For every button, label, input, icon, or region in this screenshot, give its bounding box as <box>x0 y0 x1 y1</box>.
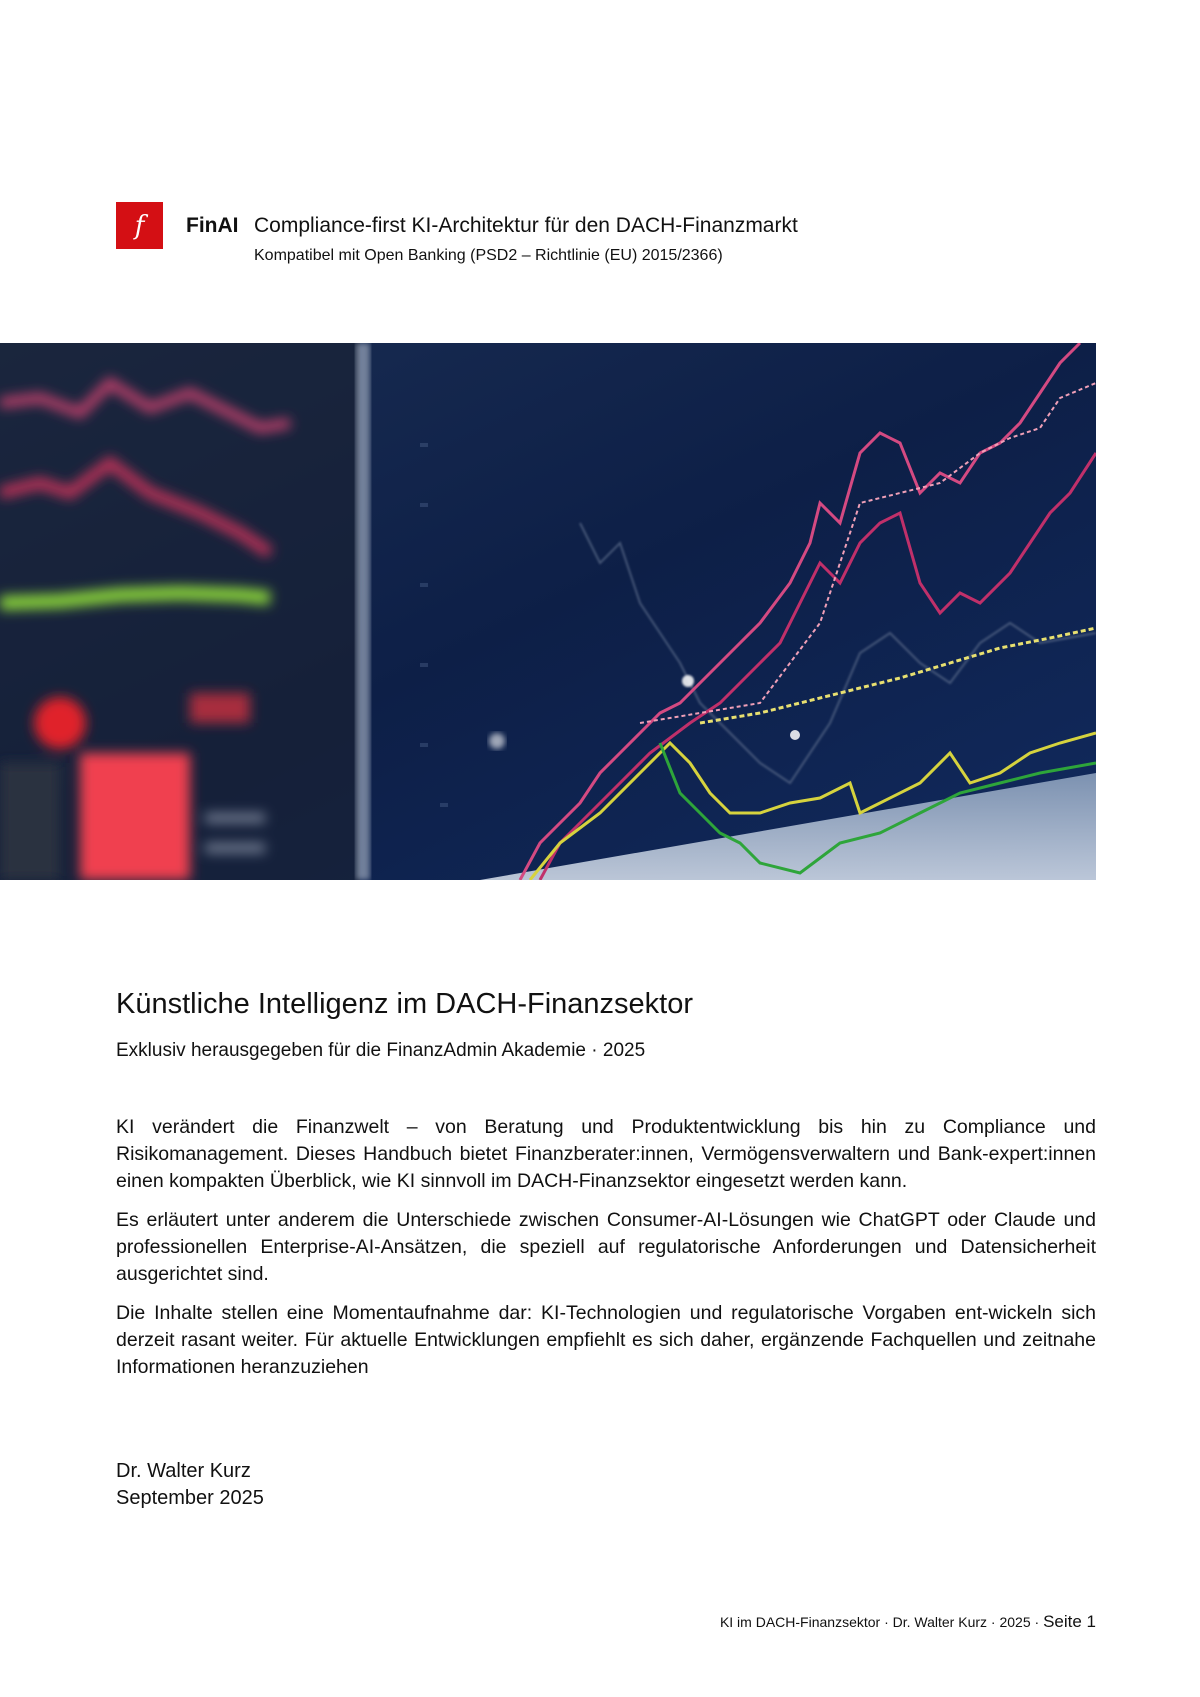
header-title: Compliance-first KI-Architektur für den DACH-Finanzmarkt <box>254 214 798 237</box>
hero-chart-photo <box>0 343 1096 880</box>
brand-name: FinAI <box>186 214 239 237</box>
intro-paragraph-1: KI verändert die Finanzwelt – von Beratung und Produktentwicklung bis hin zu Compliance und Risikomanagement. Dieses Handbuch bietet Finanzberater:innen, Vermögensverwaltern und Bank-expert:innen einen kompakten Überblick, wie KI sinnvoll im DACH-Finanzsektor eingesetzt werden kann. <box>116 1116 1096 1192</box>
intro-paragraph-3: Die Inhalte stellen eine Momentaufnahme dar: KI-Technologien und regulatorische Vorgaben ent-wickeln sich derzeit rasant weiter. Für aktuelle Entwicklungen empfiehlt es sich daher, ergänzende Fachquellen und zeitnahe Informationen heranzuziehen <box>116 1302 1096 1378</box>
page-number: Seite 1 <box>1043 1612 1096 1631</box>
intro-paragraph-2: Es erläutert unter anderem die Unterschiede zwischen Consumer-AI-Lösungen wie ChatGPT oder Claude und professionellen Enterprise-AI-Ansätzen, die speziell auf regulatorische Anforderungen und Datensicherheit ausgerichtet sind. <box>116 1209 1096 1285</box>
author-name: Dr. Walter Kurz <box>116 1460 251 1482</box>
footer-text: KI im DACH-Finanzsektor · Dr. Walter Kurz · 2025 <box>719 1614 1031 1630</box>
header-subtitle: Kompatibel mit Open Banking (PSD2 – Richtlinie (EU) 2015/2366) <box>254 247 723 264</box>
author-block <box>116 1458 264 1512</box>
page-footer <box>720 1612 1096 1632</box>
logo-glyph: f <box>134 210 145 241</box>
hero-image-stock-charts <box>0 343 1096 880</box>
publication-date: September 2025 <box>116 1487 264 1509</box>
intro-text <box>116 1114 1096 1393</box>
document-subtitle: Exklusiv herausgegeben für die FinanzAdmin Akademie · 2025 <box>116 1040 646 1061</box>
finai-logo <box>116 202 163 249</box>
document-title: Künstliche Intelligenz im DACH-Finanzsektor <box>116 988 693 1020</box>
footer-separator: · <box>1030 1614 1044 1630</box>
